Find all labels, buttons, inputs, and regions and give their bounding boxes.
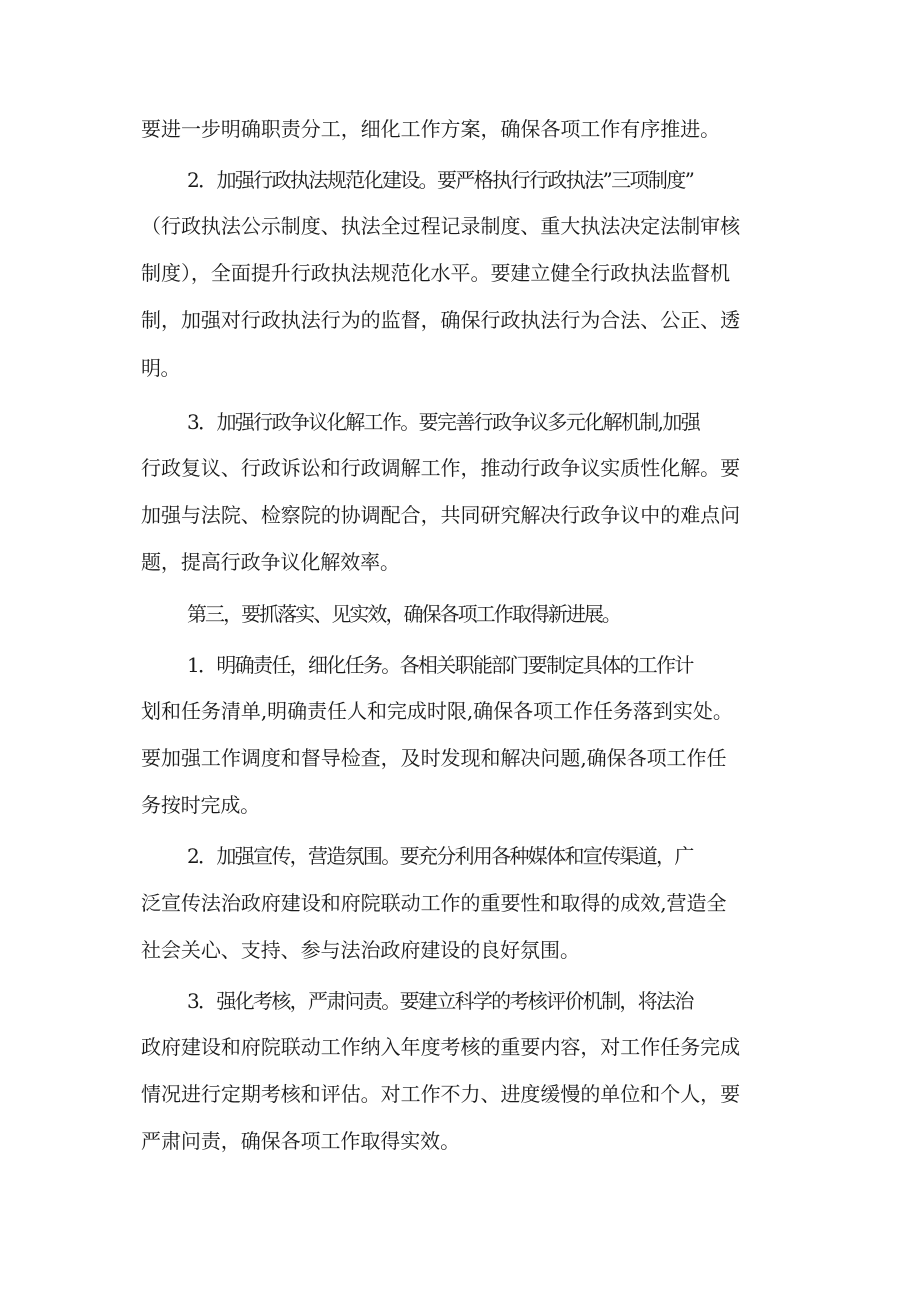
paragraph-line: 1．明确责任，细化任务。各相关职能部门要制定具体的工作计 <box>187 653 693 677</box>
paragraph-line: 3．加强行政争议化解工作。要完善行政争议多元化解机制,加强 <box>187 410 700 434</box>
paragraph-line: 明。 <box>141 356 180 380</box>
paragraph-line: 要进一步明确职责分工，细化工作方案，确保各项工作有序推进。 <box>141 117 721 141</box>
paragraph-line: 划和任务清单,明确责任人和完成时限,确保各项工作任务落到实处。 <box>141 699 733 723</box>
paragraph-line: 第三，要抓落实、见实效，确保各项工作取得新进展。 <box>187 602 620 626</box>
paragraph-line: 务按时完成。 <box>141 793 260 817</box>
paragraph-line: 情况进行定期考核和评估。对工作不力、进度缓慢的单位和个人，要 <box>141 1082 741 1106</box>
paragraph-line: 3．强化考核，严肃问责。要建立科学的考核评价机制，将法治 <box>187 989 693 1013</box>
paragraph-line: 2．加强行政执法规范化建设。要严格执行行政执法”三项制度” <box>187 168 694 192</box>
paragraph-line: 制，加强对行政执法行为的监督，确保行政执法行为合法、公正、透 <box>141 308 741 332</box>
paragraph-line: 题，提高行政争议化解效率。 <box>141 550 400 574</box>
paragraph-line: 2．加强宣传，营造氛围。要充分利用各种媒体和宣传渠道，广 <box>187 844 693 868</box>
paragraph-line: 要加强工作调度和督导检查，及时发现和解决问题,确保各项工作任 <box>141 746 727 770</box>
paragraph-line: 政府建设和府院联动工作纳入年度考核的重要内容，对工作任务完成 <box>141 1035 741 1059</box>
paragraph-line: （行政执法公示制度、执法全过程记录制度、重大执法决定法制审核 <box>141 214 741 238</box>
paragraph-line: 社会关心、支持、参与法治政府建设的良好氛围。 <box>141 938 580 962</box>
paragraph-line: 泛宣传法治政府建设和府院联动工作的重要性和取得的成效,营造全 <box>141 891 727 915</box>
paragraph-line: 行政复议、行政诉讼和行政调解工作，推动行政争议实质性化解。要 <box>141 456 741 480</box>
paragraph-line: 制度），全面提升行政执法规范化水平。要建立健全行政执法监督机 <box>141 261 731 285</box>
paragraph-line: 加强与法院、检察院的协调配合，共同研究解决行政争议中的难点问 <box>141 503 741 527</box>
paragraph-line: 严肃问责，确保各项工作取得实效。 <box>141 1129 461 1153</box>
